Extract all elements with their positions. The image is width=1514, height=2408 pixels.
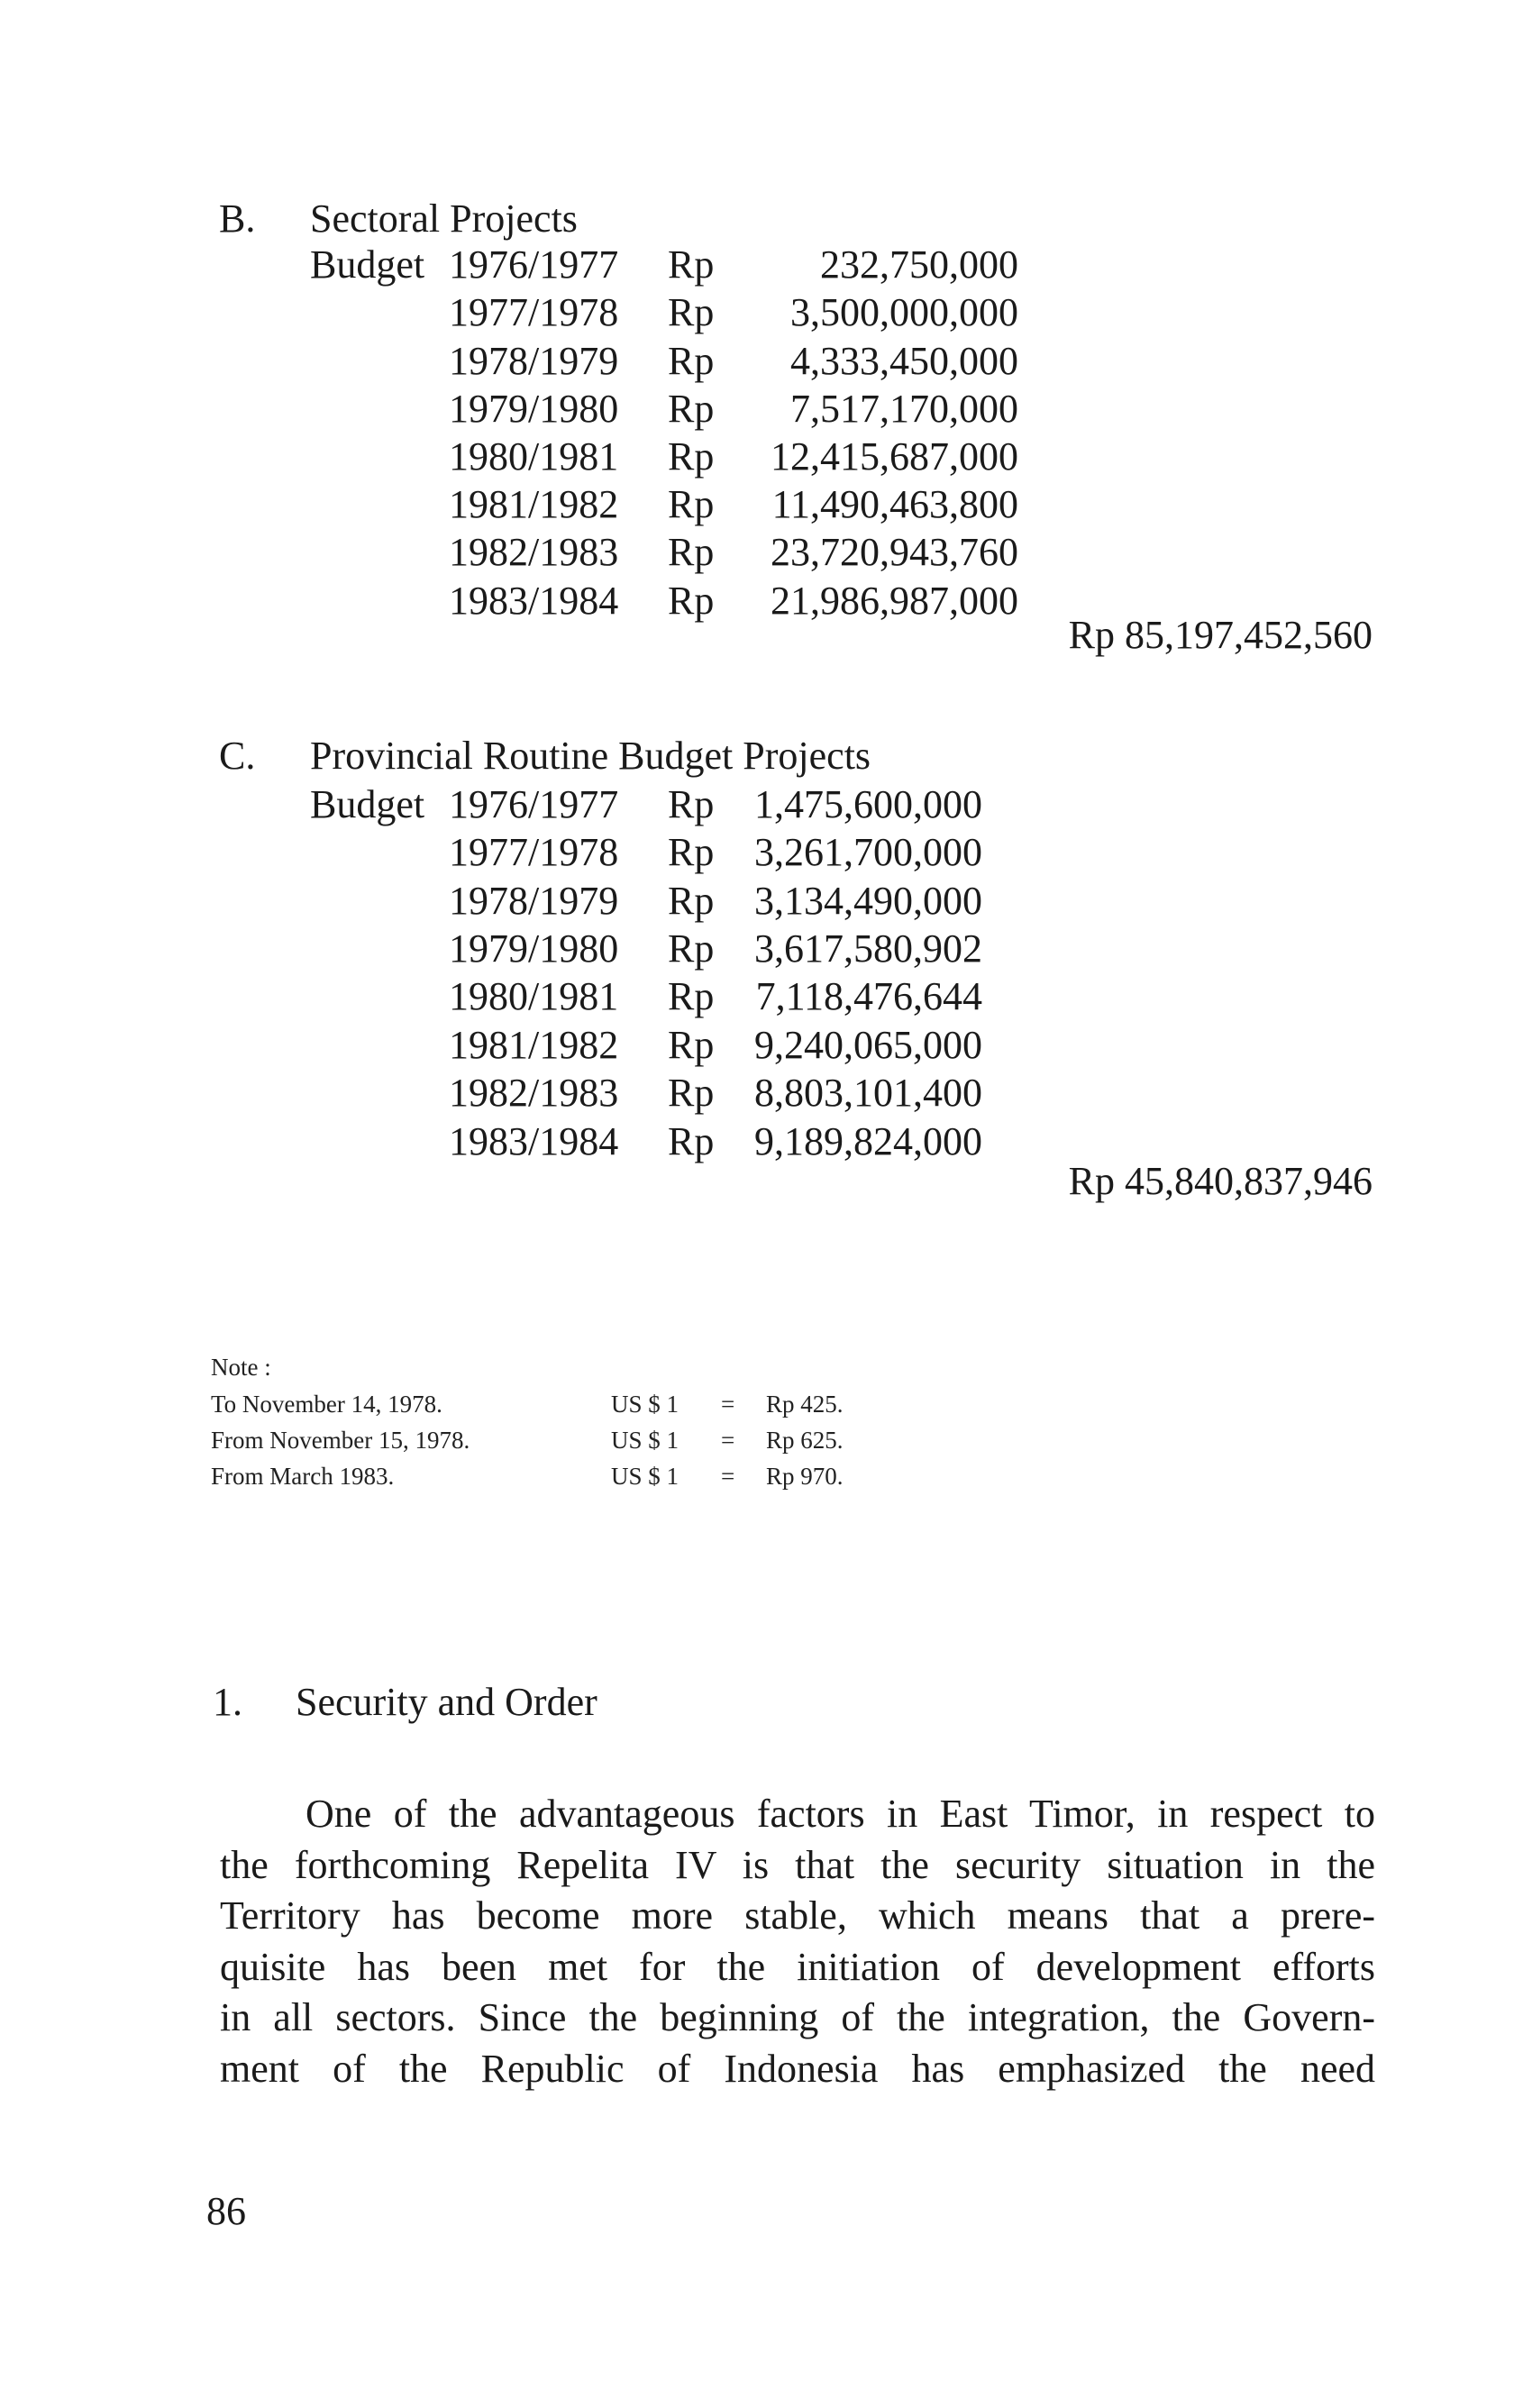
table-row-amount: 3,134,490,000: [754, 879, 982, 923]
table-row-year: 1978/1979: [449, 339, 619, 383]
section-b-title: Sectoral Projects: [310, 196, 578, 241]
currency-label: Rp: [668, 530, 715, 574]
section-c-letter: C.: [219, 734, 256, 778]
table-row-year: 1979/1980: [449, 926, 619, 971]
currency-label: Rp: [668, 387, 715, 431]
note-rate: Rp 625.: [766, 1427, 844, 1454]
section-c-budget-label: Budget: [310, 782, 425, 826]
table-row-amount: 3,617,580,902: [754, 926, 982, 971]
table-row-year: 1982/1983: [449, 1071, 619, 1115]
table-row-amount: 8,803,101,400: [754, 1071, 982, 1115]
table-row-year: 1977/1978: [449, 830, 619, 874]
section-b-letter: B.: [219, 196, 256, 241]
note-currency: US $ 1: [611, 1391, 679, 1418]
currency-label: Rp: [668, 926, 715, 971]
currency-label: Rp: [668, 482, 715, 526]
section-c-title: Provincial Routine Budget Projects: [310, 734, 871, 778]
table-row-amount: 3,500,000,000: [790, 290, 1018, 334]
body-paragraph: [220, 1789, 1375, 2094]
table-row-year: 1980/1981: [449, 974, 619, 1018]
note-period: From March 1983.: [211, 1463, 395, 1490]
note-period: To November 14, 1978.: [211, 1391, 442, 1418]
note-equals: =: [721, 1463, 735, 1490]
note-equals: =: [721, 1391, 735, 1418]
table-row-amount: 12,415,687,000: [771, 434, 1018, 479]
table-row-year: 1976/1977: [449, 782, 619, 826]
section-b-budget-label: Budget: [310, 242, 425, 287]
table-row-amount: 1,475,600,000: [754, 782, 982, 826]
currency-label: Rp: [668, 339, 715, 383]
currency-label: Rp: [668, 290, 715, 334]
note-currency: US $ 1: [611, 1427, 679, 1454]
section-1-number: 1.: [213, 1680, 242, 1724]
paragraph-line: ment of the Republic of Indonesia has emphasized the need: [220, 2046, 1375, 2091]
currency-label: Rp: [668, 782, 715, 826]
currency-label: Rp: [668, 579, 715, 623]
section-c-total: Rp 45,840,837,946: [1068, 1159, 1373, 1203]
currency-label: Rp: [668, 434, 715, 479]
table-row-amount: 11,490,463,800: [771, 482, 1018, 526]
table-row-amount: 3,261,700,000: [754, 830, 982, 874]
table-row-amount: 9,240,065,000: [754, 1023, 982, 1067]
section-b-total: Rp 85,197,452,560: [1068, 613, 1373, 657]
currency-label: Rp: [668, 879, 715, 923]
table-row-year: 1979/1980: [449, 387, 619, 431]
table-row-year: 1983/1984: [449, 1119, 619, 1163]
currency-label: Rp: [668, 1071, 715, 1115]
currency-label: Rp: [668, 1119, 715, 1163]
table-row-year: 1981/1982: [449, 482, 619, 526]
note-currency: US $ 1: [611, 1463, 679, 1490]
table-row-year: 1977/1978: [449, 290, 619, 334]
table-row-amount: 232,750,000: [820, 242, 1018, 287]
currency-label: Rp: [668, 974, 715, 1018]
table-row-amount: 23,720,943,760: [771, 530, 1018, 574]
table-row-amount: 9,189,824,000: [754, 1119, 982, 1163]
page-number: 86: [206, 2189, 246, 2233]
paragraph-line: in all sectors. Since the beginning of the integration, the Govern-: [220, 1995, 1375, 2039]
paragraph-line: quisite has been met for the initiation of development efforts: [220, 1944, 1375, 1989]
table-row-year: 1982/1983: [449, 530, 619, 574]
table-row-year: 1983/1984: [449, 579, 619, 623]
table-row-amount: 7,517,170,000: [790, 387, 1018, 431]
table-row-year: 1978/1979: [449, 879, 619, 923]
note-equals: =: [721, 1427, 735, 1454]
table-row-year: 1976/1977: [449, 242, 619, 287]
currency-label: Rp: [668, 1023, 715, 1067]
paragraph-line: One of the advantageous factors in East Timor, in respect to: [306, 1792, 1375, 1836]
note-rate: Rp 970.: [766, 1463, 844, 1490]
table-row-amount: 7,118,476,644: [755, 974, 982, 1018]
note-rate: Rp 425.: [766, 1391, 844, 1418]
paragraph-line: the forthcoming Repelita IV is that the security situation in the: [220, 1842, 1375, 1887]
currency-label: Rp: [668, 242, 715, 287]
section-1-title: Security and Order: [296, 1680, 597, 1724]
table-row-amount: 4,333,450,000: [790, 339, 1018, 383]
currency-label: Rp: [668, 830, 715, 874]
table-row-year: 1981/1982: [449, 1023, 619, 1067]
paragraph-line: Territory has become more stable, which means that a prere-: [220, 1893, 1375, 1938]
table-row-amount: 21,986,987,000: [771, 579, 1018, 623]
note-heading: Note :: [211, 1354, 271, 1381]
table-row-year: 1980/1981: [449, 434, 619, 479]
note-period: From November 15, 1978.: [211, 1427, 470, 1454]
